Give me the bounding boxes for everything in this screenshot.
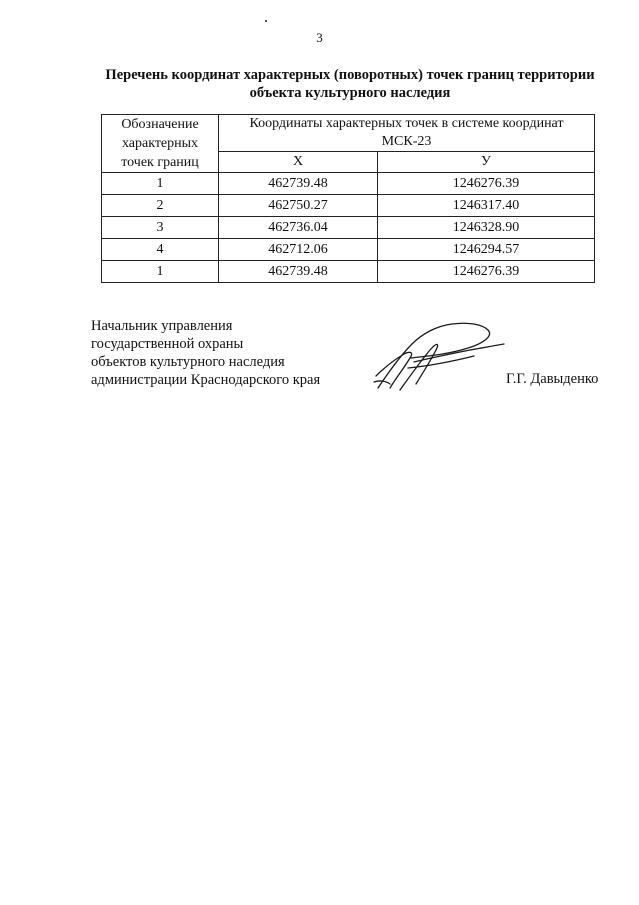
table-row — [102, 217, 595, 239]
header-y: У — [378, 152, 595, 173]
scan-speck — [265, 20, 267, 22]
header-designation-line: точек границ — [121, 155, 199, 170]
header-coordinates-line: Координаты характерных точек в системе координат — [249, 116, 564, 131]
cell-point: 1 — [102, 261, 219, 283]
coordinates-table — [101, 114, 595, 283]
table-row — [102, 195, 595, 217]
cell-x: 462736.04 — [219, 217, 378, 239]
table-row — [102, 261, 595, 283]
document-title — [60, 66, 639, 102]
signer-position-line: Начальник управления — [91, 318, 233, 334]
cell-x: 462750.27 — [219, 195, 378, 217]
page-number: 3 — [316, 30, 323, 45]
cell-point: 4 — [102, 239, 219, 261]
header-designation — [102, 115, 219, 173]
signer-position-line: объектов культурного наследия — [91, 354, 285, 370]
cell-x: 462739.48 — [219, 261, 378, 283]
signer-position-line: государственной охраны — [91, 336, 244, 352]
title-line-1: Перечень координат характерных (поворотных) точек границ территории — [105, 67, 595, 83]
header-designation-line: характерных — [121, 136, 199, 151]
title-line-2: объекта культурного наследия — [249, 85, 451, 101]
table-row — [102, 239, 595, 261]
header-coordinates-line: МСК-23 — [381, 134, 432, 149]
header-x: Х — [219, 152, 378, 173]
cell-x: 462712.06 — [219, 239, 378, 261]
signer-position — [91, 317, 320, 389]
cell-y: 1246276.39 — [378, 261, 595, 283]
cell-y: 1246294.57 — [378, 239, 595, 261]
signer-name: Г.Г. Давыденко — [506, 371, 599, 387]
cell-point: 1 — [102, 173, 219, 195]
header-designation-line: Обозначение — [121, 117, 199, 132]
header-coordinates — [219, 115, 595, 152]
cell-point: 3 — [102, 217, 219, 239]
cell-x: 462739.48 — [219, 173, 378, 195]
cell-point: 2 — [102, 195, 219, 217]
handwritten-signature — [370, 318, 510, 393]
signer-position-line: администрации Краснодарского края — [91, 372, 321, 388]
cell-y: 1246276.39 — [378, 173, 595, 195]
cell-y: 1246317.40 — [378, 195, 595, 217]
table-row — [102, 173, 595, 195]
cell-y: 1246328.90 — [378, 217, 595, 239]
